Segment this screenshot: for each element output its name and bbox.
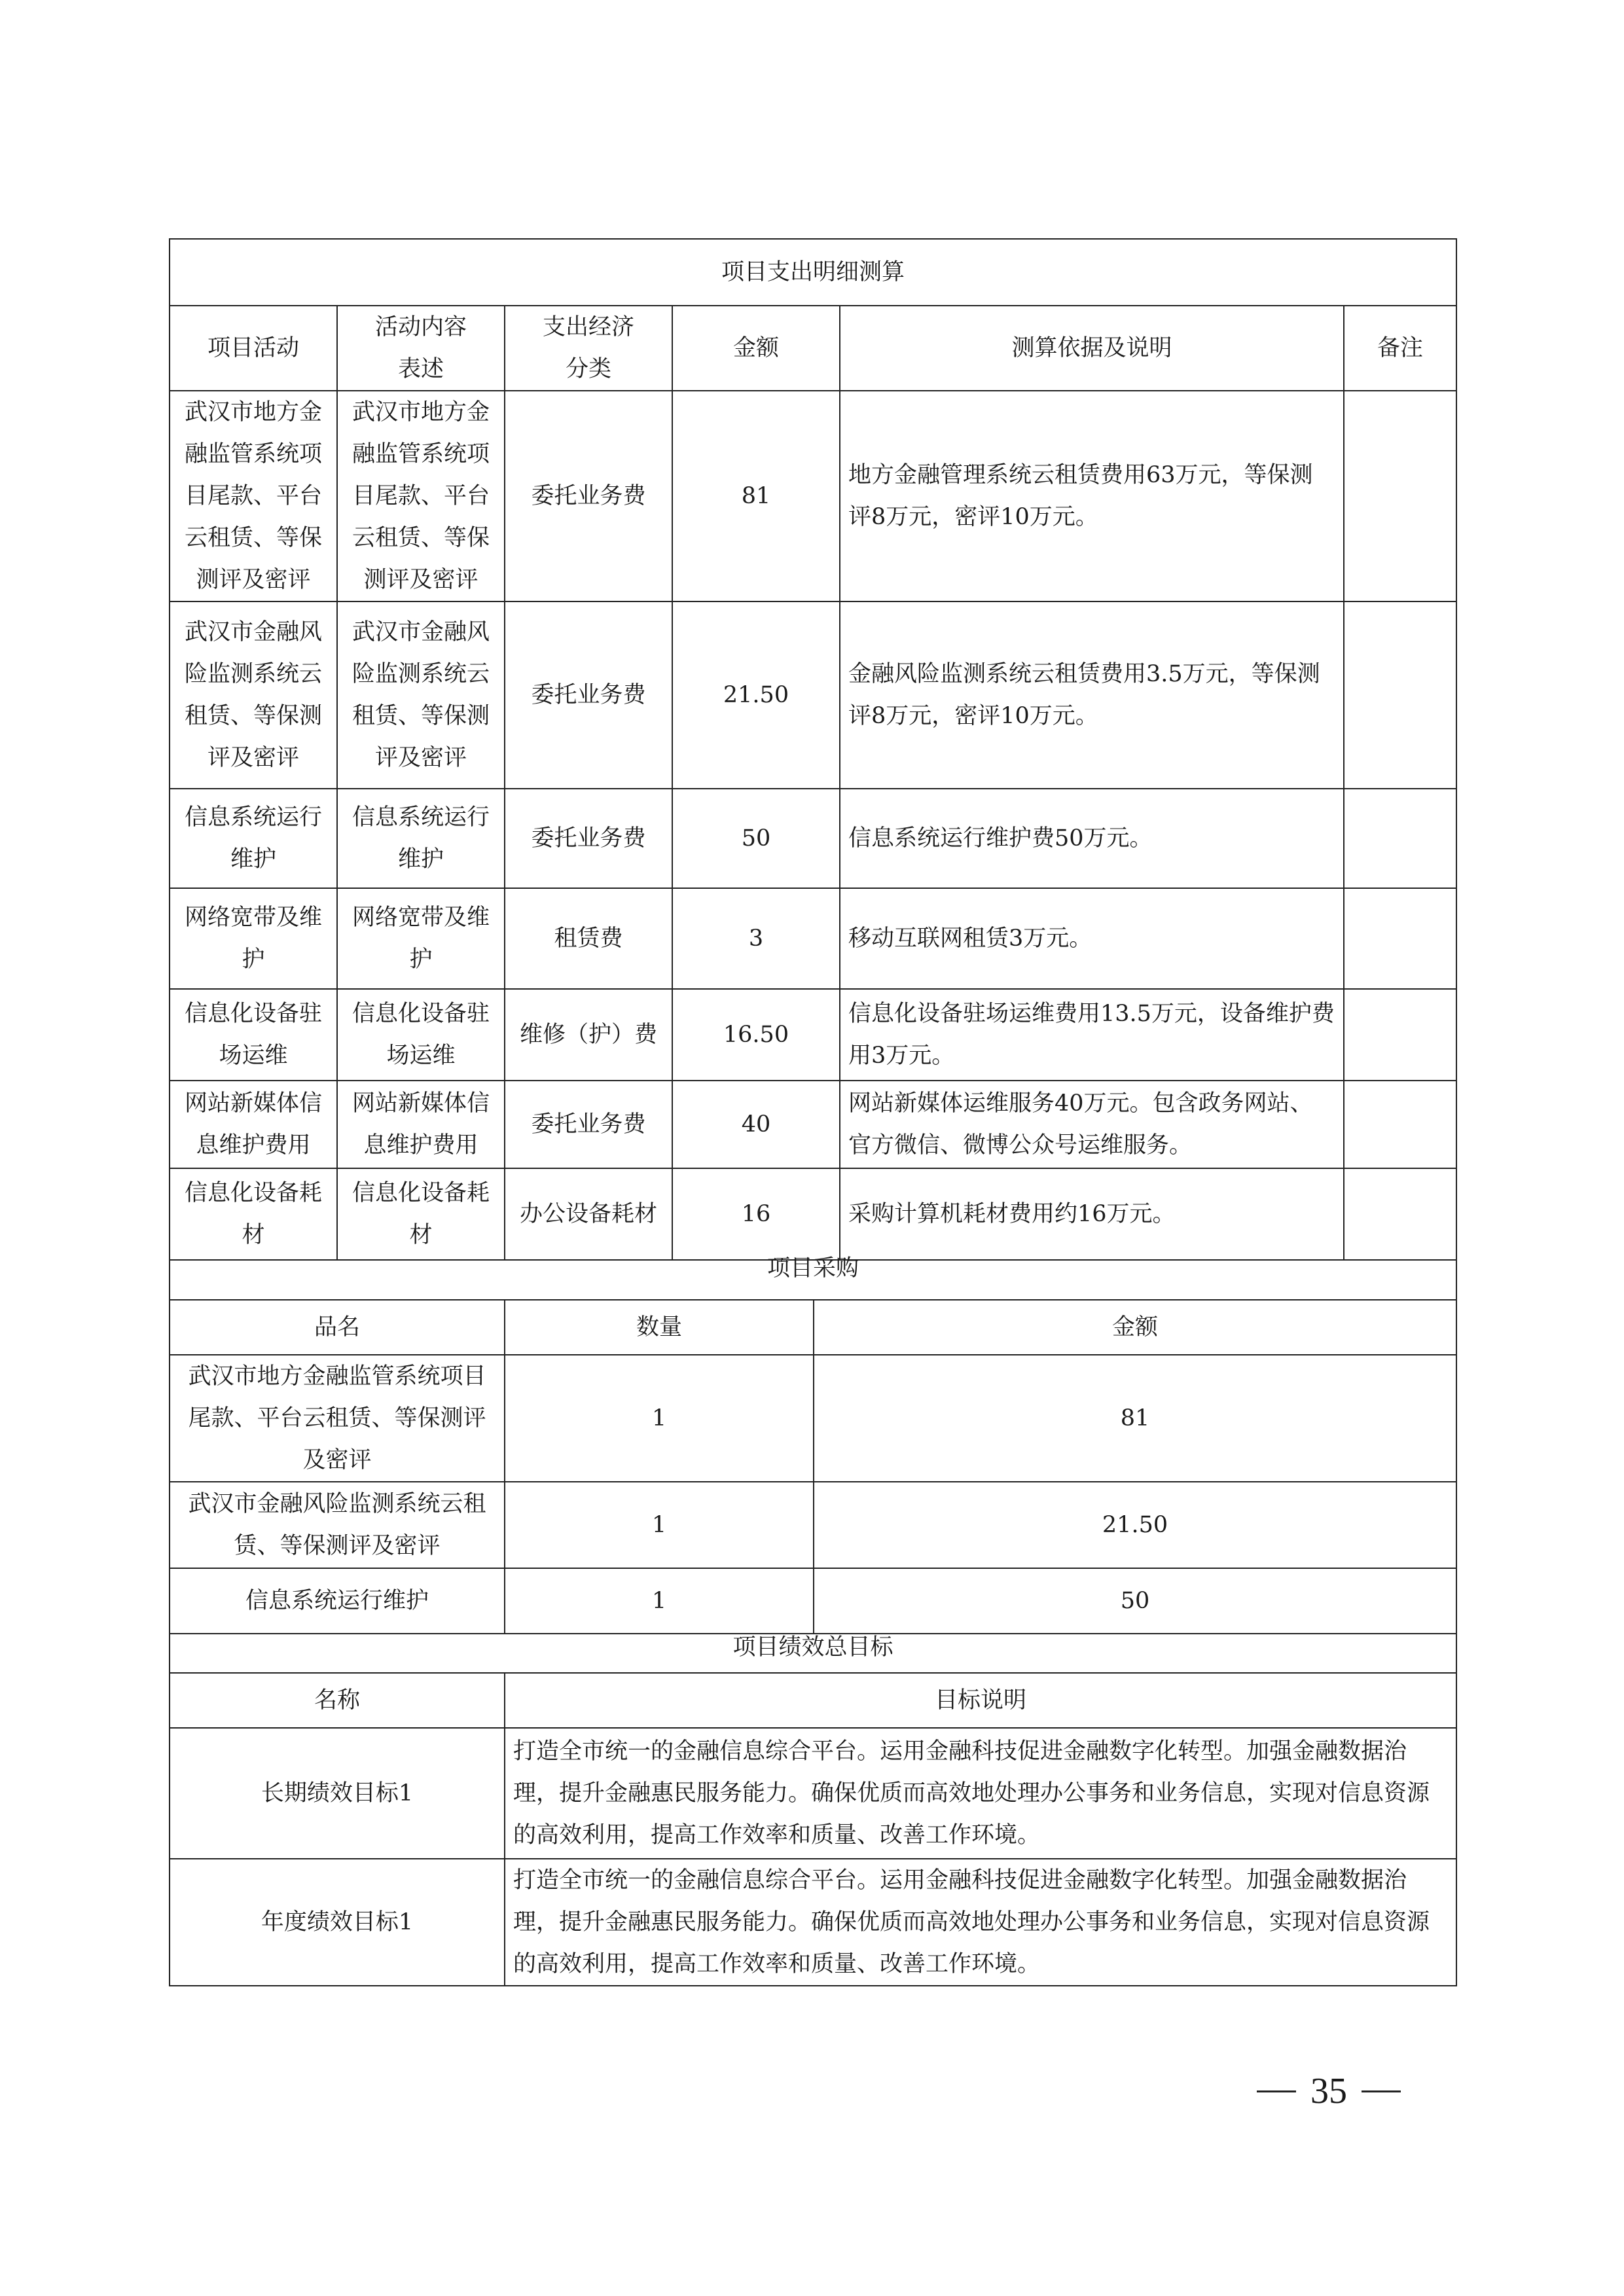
row-note [1344, 601, 1456, 789]
row-category: 委托业务费 [505, 1081, 672, 1168]
row-content: 信息系统运行维护 [337, 789, 505, 888]
row-amount: 3 [672, 888, 840, 989]
row-activity: 信息化设备驻场运维 [170, 989, 337, 1081]
row-basis: 信息化设备驻场运维费用13.5万元，设备维护费用3万元。 [840, 989, 1344, 1081]
row-activity: 武汉市地方金融监管系统项目尾款、平台云租赁、等保测评及密评 [170, 391, 337, 601]
header-goal-name: 名称 [170, 1673, 505, 1728]
expense-table-header-row [170, 306, 1456, 391]
row-name: 武汉市地方金融监管系统项目尾款、平台云租赁、等保测评及密评 [170, 1355, 505, 1482]
row-activity: 武汉市金融风险监测系统云租赁、等保测评及密评 [170, 601, 337, 789]
row-category: 维修（护）费 [505, 989, 672, 1081]
row-amount: 81 [814, 1355, 1456, 1482]
table-row [170, 989, 1456, 1081]
table-row [170, 1081, 1456, 1168]
footer-dash-left [1257, 2090, 1296, 2092]
expense-table-title: 项目支出明细测算 [170, 239, 1456, 306]
row-note [1344, 789, 1456, 888]
header-activity: 项目活动 [170, 306, 337, 391]
row-content: 武汉市金融风险监测系统云租赁、等保测评及密评 [337, 601, 505, 789]
row-basis: 金融风险监测系统云租赁费用3.5万元，等保测评8万元，密评10万元。 [840, 601, 1344, 789]
row-content: 信息化设备耗材 [337, 1168, 505, 1260]
row-goal-desc: 打造全市统一的金融信息综合平台。运用金融科技促进金融数字化转型。加强金融数据治理，提升金融惠民服务能力。确保优质而高效地处理办公事务和业务信息，实现对信息资源的高效利用，提高工作效率和质量、改善工作环境。 [505, 1859, 1456, 1986]
row-basis: 采购计算机耗材费用约16万元。 [840, 1168, 1344, 1260]
row-amount: 16 [672, 1168, 840, 1260]
row-basis: 移动互联网租赁3万元。 [840, 888, 1344, 989]
row-goal-name: 年度绩效目标1 [170, 1859, 505, 1986]
row-category: 委托业务费 [505, 789, 672, 888]
row-content: 武汉市地方金融监管系统项目尾款、平台云租赁、等保测评及密评 [337, 391, 505, 601]
row-category: 办公设备耗材 [505, 1168, 672, 1260]
procurement-header-row [170, 1300, 1456, 1355]
row-note [1344, 888, 1456, 989]
table-row [170, 789, 1456, 888]
row-qty: 1 [505, 1482, 814, 1568]
row-goal-desc: 打造全市统一的金融信息综合平台。运用金融科技促进金融数字化转型。加强金融数据治理，提升金融惠民服务能力。确保优质而高效地处理办公事务和业务信息，实现对信息资源的高效利用，提高工作效率和质量、改善工作环境。 [505, 1728, 1456, 1859]
table-row [170, 1355, 1456, 1482]
row-category: 委托业务费 [505, 601, 672, 789]
table-row [170, 1482, 1456, 1568]
row-activity: 信息化设备耗材 [170, 1168, 337, 1260]
header-name: 品名 [170, 1300, 505, 1355]
row-amount: 21.50 [672, 601, 840, 789]
header-amount: 金额 [814, 1300, 1456, 1355]
procurement-table-title: 项目采购 [170, 1237, 1456, 1300]
expense-table [169, 238, 1457, 1261]
row-category: 租赁费 [505, 888, 672, 989]
table-row [170, 888, 1456, 989]
header-amount: 金额 [672, 306, 840, 391]
row-qty: 1 [505, 1355, 814, 1482]
table-row [170, 1859, 1456, 1986]
row-goal-name: 长期绩效目标1 [170, 1728, 505, 1859]
table-row [170, 1728, 1456, 1859]
header-note: 备注 [1344, 306, 1456, 391]
row-qty: 1 [505, 1568, 814, 1634]
table-row [170, 601, 1456, 789]
row-content: 信息化设备驻场运维 [337, 989, 505, 1081]
row-note [1344, 989, 1456, 1081]
page-footer [1231, 2062, 1427, 2121]
table-row [170, 391, 1456, 601]
header-category: 支出经济 分类 [505, 306, 672, 391]
row-name: 信息系统运行维护 [170, 1568, 505, 1634]
row-note [1344, 1081, 1456, 1168]
row-basis: 地方金融管理系统云租赁费用63万元，等保测评8万元，密评10万元。 [840, 391, 1344, 601]
row-name: 武汉市金融风险监测系统云租赁、等保测评及密评 [170, 1482, 505, 1568]
row-activity: 网络宽带及维护 [170, 888, 337, 989]
header-basis: 测算依据及说明 [840, 306, 1344, 391]
row-content: 网络宽带及维护 [337, 888, 505, 989]
row-amount: 40 [672, 1081, 840, 1168]
goals-header-row [170, 1673, 1456, 1728]
row-amount: 81 [672, 391, 840, 601]
row-note [1344, 391, 1456, 601]
row-amount: 16.50 [672, 989, 840, 1081]
goals-table-title: 项目绩效总目标 [170, 1622, 1456, 1673]
row-basis: 网站新媒体运维服务40万元。包含政务网站、官方微信、微博公众号运维服务。 [840, 1081, 1344, 1168]
procurement-table [169, 1237, 1457, 1634]
header-qty: 数量 [505, 1300, 814, 1355]
page-number: 35 [1310, 2071, 1347, 2111]
row-activity: 信息系统运行维护 [170, 789, 337, 888]
row-activity: 网站新媒体信息维护费用 [170, 1081, 337, 1168]
footer-dash-right [1362, 2090, 1401, 2092]
row-amount: 50 [672, 789, 840, 888]
goals-table [169, 1622, 1457, 1986]
row-content: 网站新媒体信息维护费用 [337, 1081, 505, 1168]
header-content: 活动内容 表述 [337, 306, 505, 391]
row-amount: 21.50 [814, 1482, 1456, 1568]
row-basis: 信息系统运行维护费50万元。 [840, 789, 1344, 888]
row-amount: 50 [814, 1568, 1456, 1634]
header-goal-desc: 目标说明 [505, 1673, 1456, 1728]
row-category: 委托业务费 [505, 391, 672, 601]
